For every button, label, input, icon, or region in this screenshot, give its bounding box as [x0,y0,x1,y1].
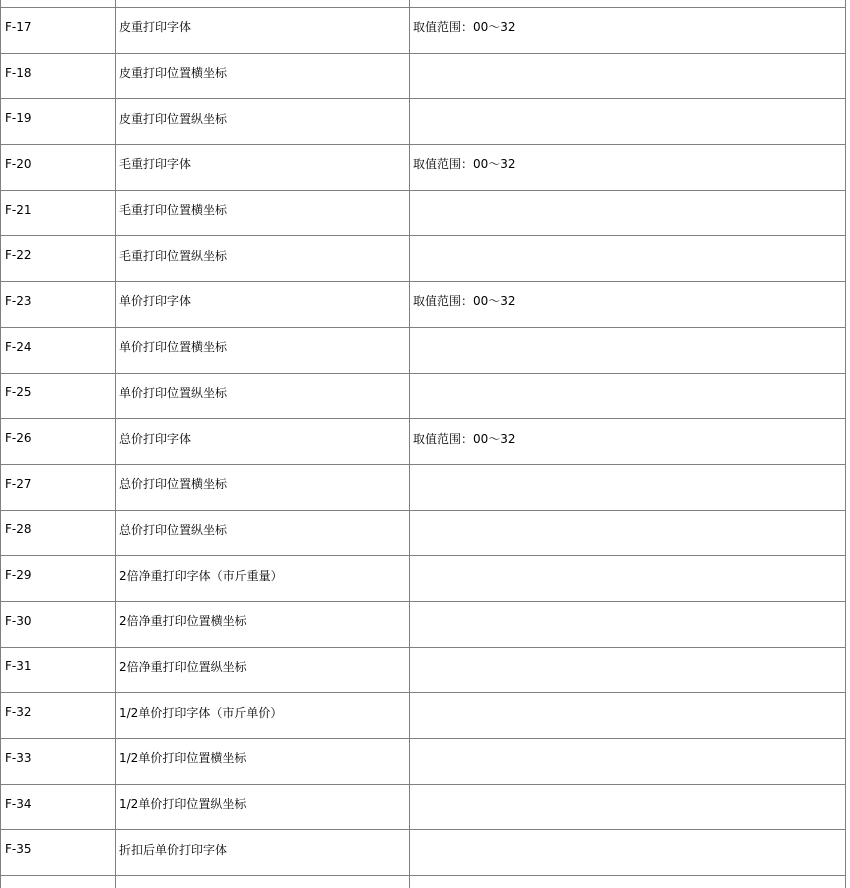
param-description-cell: 皮重打印位置横坐标 [116,53,410,99]
param-range-cell: 取值范围：00～32 [410,8,846,54]
table-row [1,327,846,373]
param-range-cell [410,693,846,739]
param-code-cell: F-28 [1,510,116,556]
param-code-cell: F-30 [1,601,116,647]
param-range-cell: 取值范围：00～32 [410,419,846,465]
param-range-cell [410,53,846,99]
param-code-cell: F-29 [1,556,116,602]
param-range-cell [410,739,846,785]
param-range-cell [410,647,846,693]
partial-row-bottom [1,876,846,888]
param-description-cell: 单价打印位置横坐标 [116,327,410,373]
param-code-cell: F-25 [1,373,116,419]
param-description-cell [116,0,410,8]
param-range-cell [410,830,846,876]
param-code-cell: F-34 [1,784,116,830]
param-range-cell [410,784,846,830]
param-code-cell: F-31 [1,647,116,693]
param-code-cell: F-24 [1,327,116,373]
table-row [1,830,846,876]
param-range-cell [410,601,846,647]
param-range-cell: 取值范围：00～32 [410,282,846,328]
param-range-cell [410,556,846,602]
param-code-cell: F-17 [1,8,116,54]
param-description-cell: 总价打印位置横坐标 [116,464,410,510]
table-row [1,8,846,54]
param-description-cell [116,876,410,888]
param-range-cell [410,373,846,419]
table-row [1,601,846,647]
param-description-cell: 总价打印字体 [116,419,410,465]
table-row [1,419,846,465]
param-range-cell [410,327,846,373]
param-range-cell [410,0,846,8]
param-description-cell: 毛重打印位置横坐标 [116,190,410,236]
param-range-cell [410,510,846,556]
param-description-cell: 1/2单价打印位置横坐标 [116,739,410,785]
param-range-cell [410,236,846,282]
param-code-cell: F-35 [1,830,116,876]
table-row [1,464,846,510]
param-description-cell: 单价打印位置纵坐标 [116,373,410,419]
table-row [1,53,846,99]
param-description-cell: 单价打印字体 [116,282,410,328]
param-description-cell: 皮重打印位置纵坐标 [116,99,410,145]
table-row [1,282,846,328]
param-description-cell: 1/2单价打印位置纵坐标 [116,784,410,830]
table-row [1,99,846,145]
param-range-cell [410,876,846,888]
param-description-cell: 毛重打印位置纵坐标 [116,236,410,282]
param-code-cell: F-33 [1,739,116,785]
param-code-cell: F-21 [1,190,116,236]
param-range-cell: 取值范围：00～32 [410,145,846,191]
param-range-cell [410,99,846,145]
table-row [1,556,846,602]
param-code-cell: F-22 [1,236,116,282]
param-code-cell: F-23 [1,282,116,328]
table-row [1,190,846,236]
table-row [1,784,846,830]
table-row [1,510,846,556]
param-code-cell [1,0,116,8]
param-description-cell: 1/2单价打印字体（市斤单价） [116,693,410,739]
param-range-cell [410,190,846,236]
param-description-cell: 折扣后单价打印字体 [116,830,410,876]
param-description-cell: 2倍净重打印位置纵坐标 [116,647,410,693]
table-row [1,145,846,191]
param-description-cell: 毛重打印字体 [116,145,410,191]
param-code-cell: F-26 [1,419,116,465]
table-row [1,373,846,419]
table-row [1,693,846,739]
table-row [1,236,846,282]
param-description-cell: 2倍净重打印位置横坐标 [116,601,410,647]
param-code-cell: F-32 [1,693,116,739]
param-range-cell [410,464,846,510]
param-code-cell: F-19 [1,99,116,145]
param-description-cell: 皮重打印字体 [116,8,410,54]
partial-row-top [1,0,846,8]
param-code-cell: F-27 [1,464,116,510]
table-row [1,647,846,693]
param-code-cell: F-18 [1,53,116,99]
param-description-cell: 2倍净重打印字体（市斤重量） [116,556,410,602]
param-description-cell: 总价打印位置纵坐标 [116,510,410,556]
param-code-cell: F-20 [1,145,116,191]
table-row [1,739,846,785]
param-code-cell [1,876,116,888]
